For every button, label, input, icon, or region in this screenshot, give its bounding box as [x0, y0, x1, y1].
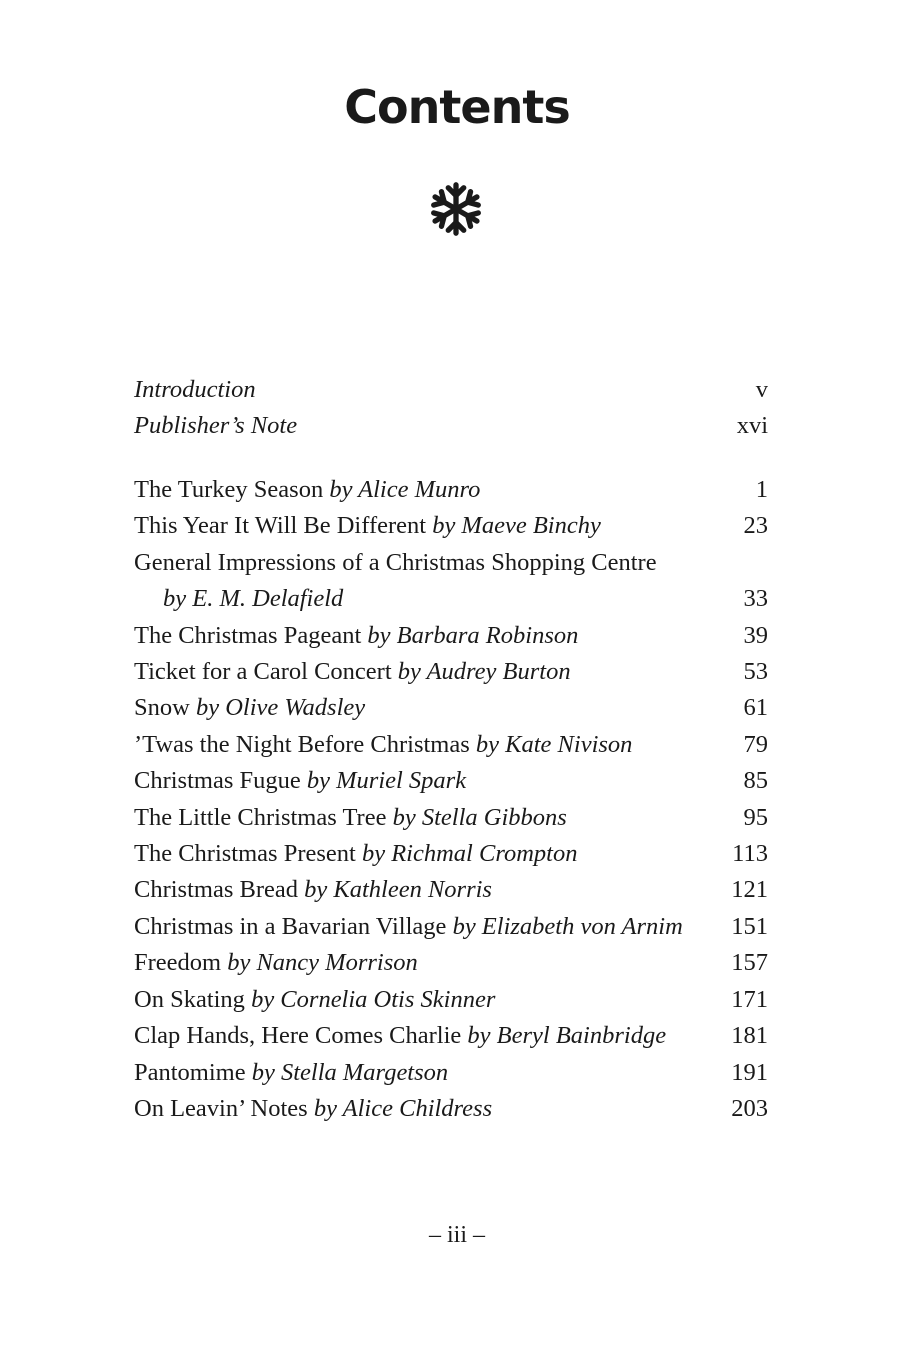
- entry-author: by Muriel Spark: [306, 767, 467, 795]
- toc-entry[interactable]: [134, 1091, 768, 1127]
- entry-author: by Stella Gibbons: [392, 803, 567, 831]
- toc-entry[interactable]: [134, 1018, 768, 1054]
- entry-title: Christmas in a Bavarian Village: [134, 912, 447, 940]
- page-number: 171: [731, 985, 768, 1013]
- toc-entry[interactable]: [134, 1055, 768, 1091]
- toc-entry[interactable]: [134, 654, 768, 690]
- page-number: 33: [743, 585, 768, 613]
- page-number: 61: [743, 694, 768, 722]
- page-number: 79: [743, 730, 768, 758]
- page-number: 113: [732, 840, 768, 868]
- snowflake-icon: [427, 180, 485, 238]
- entry-title: On Leavin’ Notes: [134, 1094, 308, 1122]
- entry-author: by Alice Munro: [329, 476, 481, 503]
- page-number: 203: [731, 1094, 768, 1122]
- page-number: 157: [731, 949, 768, 977]
- entry-title: ’Twas the Night Before Christmas: [134, 730, 470, 758]
- page-number: 39: [743, 621, 768, 649]
- entry-title: Snow: [134, 694, 190, 722]
- entry-title: The Turkey Season: [134, 476, 324, 503]
- entry-author: by Cornelia Otis Skinner: [251, 985, 496, 1013]
- entry-title: The Christmas Present: [134, 840, 356, 868]
- toc-entry[interactable]: [134, 836, 768, 872]
- entry-author: by Maeve Binchy: [432, 512, 601, 540]
- entry-author: by Elizabeth von Arnim: [452, 912, 683, 940]
- entry-author: by Alice Childress: [313, 1094, 493, 1122]
- toc-entry[interactable]: [134, 508, 768, 544]
- entry-title: Christmas Bread: [134, 876, 298, 904]
- toc-entry[interactable]: [134, 618, 768, 654]
- page-number: 53: [743, 658, 768, 686]
- page-number: xvi: [736, 412, 768, 440]
- entry-title: Ticket for a Carol Concert: [134, 658, 392, 686]
- page-number: 95: [743, 803, 768, 831]
- toc-entry[interactable]: [134, 982, 768, 1018]
- entry-author: by E. M. Delafield: [163, 585, 344, 613]
- entry-title: Clap Hands, Here Comes Charlie: [134, 1022, 462, 1050]
- entry-title: This Year It Will Be Different: [134, 512, 427, 540]
- page-number: 85: [743, 767, 768, 795]
- toc-entry[interactable]: [134, 727, 768, 763]
- page-folio: – iii –: [428, 1222, 485, 1248]
- page-number: 1: [755, 476, 768, 503]
- entry-author: by Audrey Burton: [397, 658, 571, 686]
- entry-author: by Stella Margetson: [251, 1058, 449, 1086]
- page-number: v: [755, 376, 768, 403]
- entry-author: by Nancy Morrison: [227, 949, 418, 977]
- toc-entry[interactable]: [134, 945, 768, 981]
- entry-author: by Olive Wadsley: [195, 694, 366, 722]
- page-number: 191: [731, 1058, 768, 1086]
- toc-entry[interactable]: [134, 690, 768, 726]
- toc-entry[interactable]: [134, 763, 768, 799]
- entry-title: The Little Christmas Tree: [134, 803, 387, 831]
- stories-list: [134, 472, 768, 1127]
- toc-entry-publishers-note[interactable]: [134, 408, 768, 444]
- toc-entry[interactable]: [134, 909, 768, 945]
- toc-entry[interactable]: [134, 872, 768, 908]
- entry-title: The Christmas Pageant: [134, 621, 362, 649]
- toc-entry-introduction[interactable]: [134, 372, 768, 408]
- toc-entry[interactable]: [134, 545, 768, 618]
- entry-title: Introduction: [134, 376, 256, 403]
- page-title: Contents: [344, 80, 570, 134]
- entry-title: Publisher’s Note: [134, 412, 298, 440]
- page-number: 23: [743, 512, 768, 540]
- page-number: 181: [731, 1022, 768, 1050]
- toc-entry[interactable]: [134, 472, 768, 508]
- entry-title: Pantomime: [134, 1058, 246, 1086]
- entry-author: by Kate Nivison: [475, 730, 633, 758]
- entry-author: by Barbara Robinson: [367, 621, 579, 649]
- toc-entry[interactable]: [134, 800, 768, 836]
- entry-author: by Kathleen Norris: [304, 876, 492, 904]
- entry-author: by Beryl Bainbridge: [467, 1022, 667, 1050]
- entry-title: General Impressions of a Christmas Shopping Centre: [134, 548, 657, 576]
- entry-author: by Richmal Crompton: [361, 840, 578, 868]
- front-matter-list: [134, 372, 768, 445]
- page-number: 121: [731, 876, 768, 904]
- page-number: 151: [731, 912, 768, 940]
- entry-title: On Skating: [134, 985, 245, 1013]
- entry-title: Freedom: [134, 949, 222, 977]
- entry-title: Christmas Fugue: [134, 767, 301, 795]
